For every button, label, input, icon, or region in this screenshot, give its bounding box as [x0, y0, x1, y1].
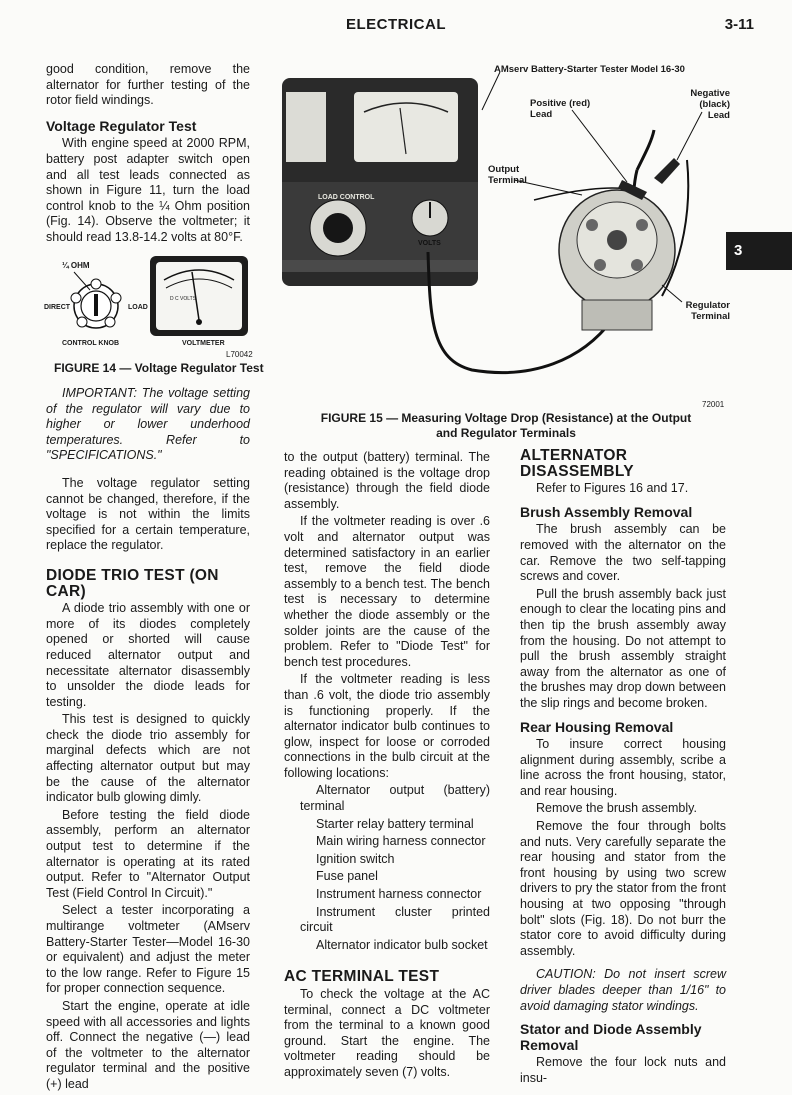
fig15-code: 72001	[702, 400, 725, 409]
middle-column	[284, 450, 490, 1083]
over-point-six-paragraph: If the voltmeter reading is over .6 volt and alternator output was determined satisfactory in an earlier test, remove the field diode assembly to a bench test. The bench test is necessary to determine whether the diode assembly or the solder joints are the cause of the problem. Refer to "Diode Test" for bench test procedures.	[284, 514, 490, 669]
figure-15	[282, 60, 732, 410]
location-item: Main wiring harness connector	[316, 834, 486, 849]
page-number: 3-11	[724, 16, 754, 33]
fig15-volts-text: VOLTS	[418, 240, 441, 247]
diode-trio-paragraph-1: A diode trio assembly with one or more of its diodes completely opened or shorted will cause reduced alternator output and necessitate alternator disassembly to unsolder the diode leads for testing.	[46, 601, 250, 709]
left-column-top	[46, 62, 250, 248]
less-than-point-six-paragraph: If the voltmeter reading is less than .6 volt, the diode trio assembly is functioning properly. If the alternator indicator bulb continues to glow, inspect for loose or corroded connections in the bulb circuit at the following locations:	[284, 672, 490, 780]
section-tab: 3	[726, 232, 792, 270]
location-item: Fuse panel	[316, 869, 378, 884]
ac-terminal-heading: AC TERMINAL TEST	[284, 968, 440, 986]
diode-trio-heading: DIODE TRIO TEST (ON CAR)	[46, 566, 219, 600]
alternator-disassembly-heading: ALTERNATOR DISASSEMBLY	[520, 447, 634, 480]
regulator-setting-paragraph: The voltage regulator setting cannot be changed, therefore, if the voltage is not within the limits specified for a certain temperature, replace the regulator.	[46, 475, 250, 553]
caution-note: CAUTION: Do not insert screw driver blades deeper than 1/16" to avoid damaging stator windings.	[520, 967, 726, 1013]
fig14-knob-label: CONTROL KNOB	[62, 340, 120, 347]
fig15-tester-label: AMserv Battery-Starter Tester Model 16-30	[494, 64, 685, 75]
figure-14	[40, 250, 264, 376]
fig15-negative-lead-label: Negative (black) Lead	[690, 88, 730, 121]
brush-paragraph-2: Pull the brush assembly back just enough to clear the locating pins and then tip the brush assembly away from the housing. Do not attempt to pull the brush assembly straight away from the alternator as one of the brushes may drop down between the slip rings and become broken.	[520, 586, 726, 710]
voltage-regulator-heading: Voltage Regulator Test	[46, 117, 197, 134]
alternator-icon	[559, 190, 675, 330]
fig14-ohm-label: ¼ OHM	[62, 261, 90, 270]
fig15-caption: FIGURE 15 — Measuring Voltage Drop (Resistance) at the Output and Regulator Terminals	[320, 411, 692, 440]
stator-paragraph: Remove the four lock nuts and insu-	[520, 1055, 726, 1085]
diode-trio-paragraph-3: Before testing the field diode assembly, perform an alternator output test to determine if the alternator is operating at its rated output. Refer to "Alternator Output Test (Field Control In Circuit)."	[46, 807, 250, 900]
fig14-code: L70042	[226, 350, 253, 359]
location-item: Starter relay battery terminal	[316, 816, 474, 831]
diode-trio-paragraph-2: This test is designed to quickly check the diode trio assembly for marginal defects which are not affecting alternator output but may be the cause of the alternator indicator bulb glowing dimly.	[46, 712, 250, 805]
tester-cabinet-icon	[282, 78, 478, 286]
fig15-regulator-terminal-label: Regulator Terminal	[685, 300, 730, 322]
fig14-drawing	[40, 250, 252, 376]
rear-housing-heading: Rear Housing Removal	[520, 718, 674, 735]
voltage-drop-paragraph: to the output (battery) terminal. The reading obtained is the voltage drop (resistance) through the field diode assembly.	[284, 450, 490, 511]
diode-trio-paragraph-4: Select a tester incorporating a multirange voltmeter (AMserv Battery-Starter Tester—Model 16-30 or equivalent) and adjust the meter to the low range. Refer to Figure 15 for proper connection sequence.	[46, 903, 250, 996]
right-column	[520, 448, 726, 1089]
rear-housing-paragraph-1: To insure correct housing alignment during assembly, scribe a line across the front housing, stator, and rear housing.	[520, 737, 726, 798]
brush-assembly-heading: Brush Assembly Removal	[520, 503, 693, 520]
intro-paragraph: good condition, remove the alternator for further testing of the rotor field windings.	[46, 62, 250, 108]
rear-housing-paragraph-3: Remove the four through bolts and nuts. Very carefully separate the rear housing and stator from the front housing by using two screw drivers to pry the stator from the front housing at two opposing "through bolt" slots (Fig. 18). Do not burr the stator core to avoid difficulty during assembly.	[520, 819, 726, 958]
fig14-dial-text: D C VOLTS	[170, 296, 197, 302]
fig15-positive-lead-label: Positive (red) Lead	[530, 98, 591, 120]
location-item: Instrument harness connector	[316, 887, 482, 902]
rear-housing-paragraph-2: Remove the brush assembly.	[536, 801, 697, 816]
location-item: Alternator indicator bulb socket	[316, 937, 488, 952]
brush-paragraph-1: The brush assembly can be removed with the alternator on the car. Remove the two self-tapping screws and cover.	[520, 522, 726, 584]
fig14-load-label: LOAD	[128, 304, 148, 311]
control-knob-icon	[71, 272, 121, 328]
stator-diode-heading: Stator and Diode Assembly Removal	[520, 1021, 702, 1053]
locations-list	[284, 783, 490, 953]
ac-terminal-paragraph: To check the voltage at the AC terminal, connect a DC voltmeter from the terminal to a known good ground. Start the engine. The voltmeter reading should be approximately seven (7) volts.	[284, 987, 490, 1079]
important-note: IMPORTANT: The voltage setting of the regulator will vary due to higher or lower underhood temperatures. Refer to "SPECIFICATIONS."	[46, 386, 250, 463]
left-column-bottom	[46, 386, 250, 1095]
location-item: Instrument cluster printed circuit	[300, 904, 490, 935]
fig15-drawing	[282, 60, 732, 410]
running-header-title: ELECTRICAL	[346, 16, 446, 33]
disassembly-reference: Refer to Figures 16 and 17.	[536, 481, 689, 496]
voltage-regulator-paragraph: With engine speed at 2000 RPM, battery post adapter switch open and all test leads connected as shown in Figure 11, turn the load control knob to the ¼ Ohm position (Fig. 14). Observe the voltmeter; it should read 13.8-14.2 volts at 80°F.	[46, 136, 250, 244]
diode-trio-paragraph-5: Start the engine, operate at idle speed with all accessories and lights off. Connect the negative (—) lead of the voltmeter to the alternator regulator terminal and the positive (+) lead	[46, 998, 250, 1091]
fig14-voltmeter-label: VOLTMETER	[182, 340, 225, 347]
fig14-caption: FIGURE 14 — Voltage Regulator Test	[54, 361, 264, 375]
voltmeter-icon	[150, 256, 248, 336]
fig15-load-control-text: LOAD CONTROL	[318, 194, 375, 201]
location-item: Alternator output (battery) terminal	[300, 783, 490, 814]
fig15-output-terminal-label: Output Terminal	[488, 164, 527, 186]
location-item: Ignition switch	[316, 851, 395, 866]
fig14-direct-label: DIRECT	[44, 304, 71, 311]
